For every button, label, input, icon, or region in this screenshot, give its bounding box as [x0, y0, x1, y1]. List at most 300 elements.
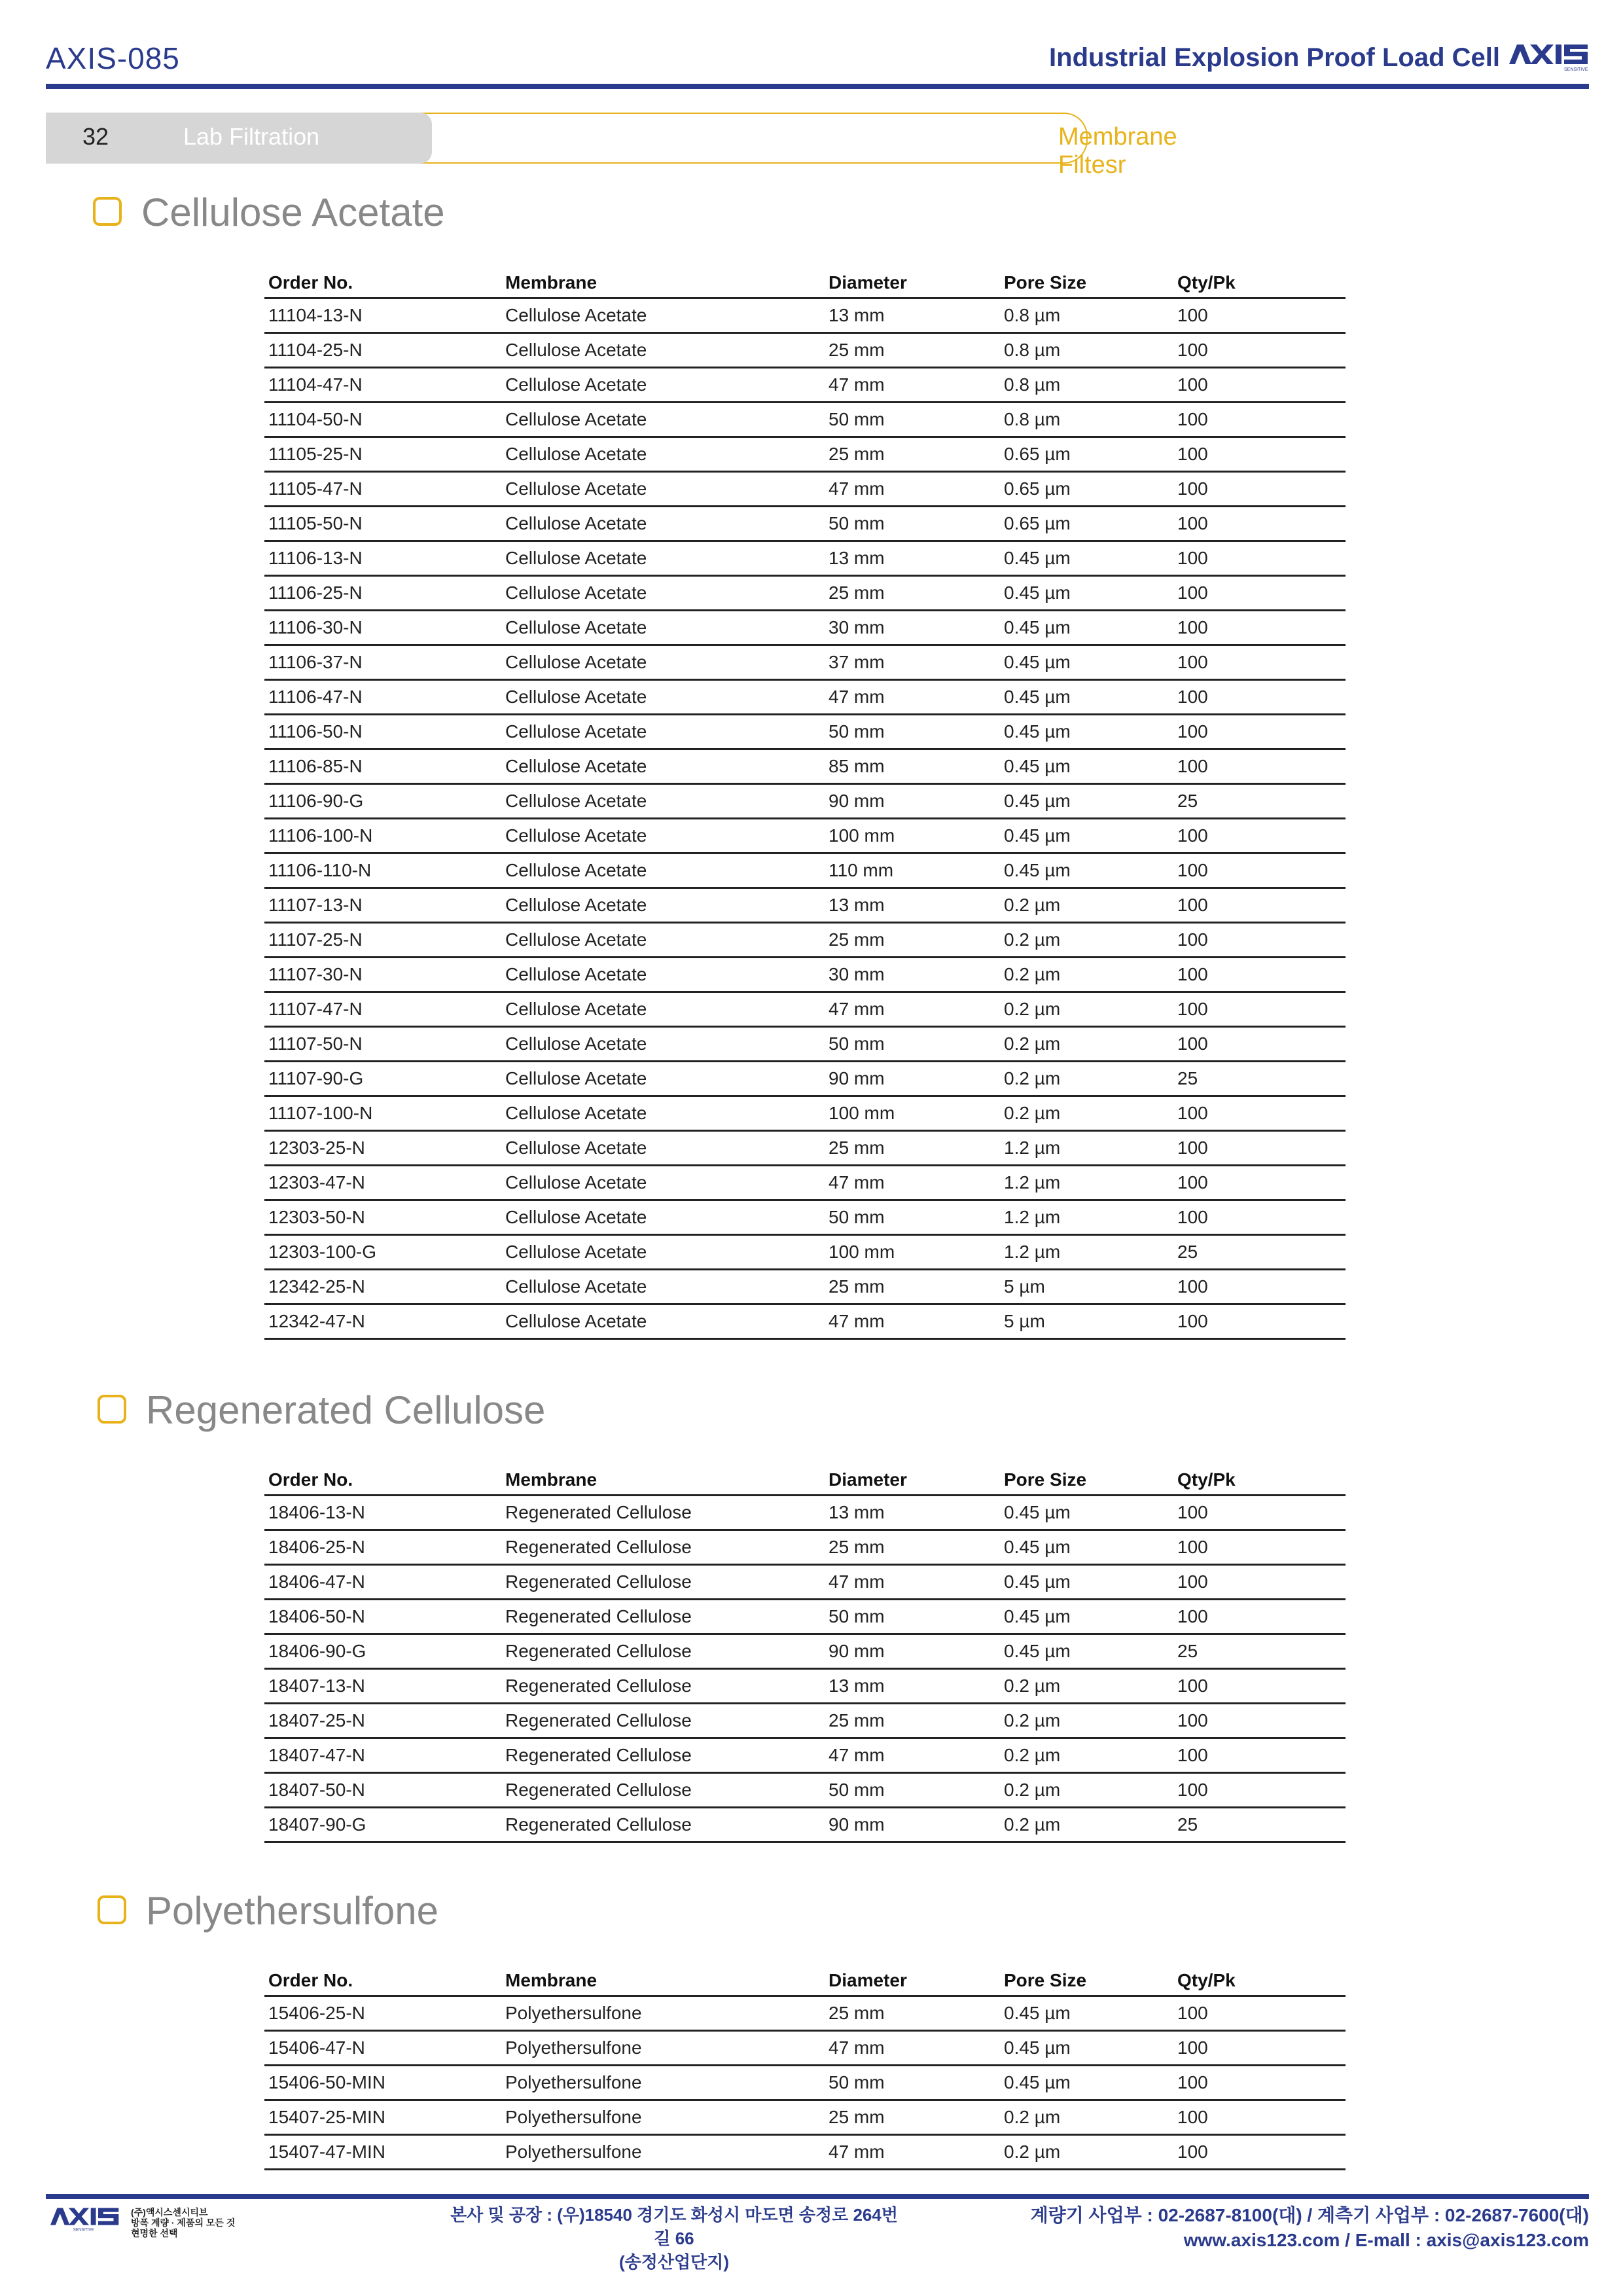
section-title-text: Cellulose Acetate: [141, 190, 445, 234]
order-no-cell: 11105-50-N: [264, 507, 501, 541]
column-header-qty: Qty/Pk: [1173, 264, 1346, 298]
diameter-cell: 90 mm: [825, 1808, 1000, 1842]
order-no-cell: 15407-25-MIN: [264, 2100, 501, 2135]
table-row: [264, 611, 1346, 645]
table-row: [264, 1565, 1346, 1600]
square-bullet-icon: [98, 1895, 126, 1924]
diameter-cell: 47 mm: [825, 2135, 1000, 2170]
diameter-cell: 50 mm: [825, 1773, 1000, 1808]
address-line: (송정산업단지): [618, 2252, 729, 2272]
diameter-cell: 100 mm: [825, 1235, 1000, 1270]
diameter-cell: 25 mm: [825, 333, 1000, 368]
section-title-text: Polyethersulfone: [146, 1889, 438, 1933]
pore-size-cell: 0.2 µm: [1000, 1027, 1173, 1062]
membrane-cell: Polyethersulfone: [501, 1996, 825, 2031]
table-row: [264, 1634, 1346, 1669]
diameter-cell: 30 mm: [825, 958, 1000, 992]
page-number: 32: [82, 123, 109, 150]
pore-size-cell: 0.45 µm: [1000, 715, 1173, 749]
footer-axis-logo: [46, 2206, 124, 2232]
qty-cell: 100: [1173, 853, 1346, 888]
diameter-cell: 47 mm: [825, 1166, 1000, 1200]
column-header-order-no: Order No.: [264, 1462, 501, 1496]
column-header-qty: Qty/Pk: [1173, 1462, 1346, 1496]
pore-size-cell: 0.2 µm: [1000, 1738, 1173, 1773]
column-header-diameter: Diameter: [825, 1962, 1000, 1996]
table-row: [264, 1704, 1346, 1738]
pore-size-cell: 0.2 µm: [1000, 1669, 1173, 1704]
table-row: [264, 541, 1346, 576]
order-no-cell: 11107-100-N: [264, 1096, 501, 1131]
qty-cell: 25: [1173, 1235, 1346, 1270]
pore-size-cell: 0.2 µm: [1000, 1096, 1173, 1131]
category-label: Lab Filtration: [183, 123, 320, 150]
qty-cell: 100: [1173, 472, 1346, 507]
company-name: (주)액시스센시티브: [131, 2207, 208, 2217]
diameter-cell: 30 mm: [825, 611, 1000, 645]
category-tabbar: [46, 113, 1177, 179]
order-no-cell: 11104-25-N: [264, 333, 501, 368]
footer-contact: [1031, 2203, 1589, 2253]
membrane-cell: Polyethersulfone: [501, 2135, 825, 2170]
diameter-cell: 100 mm: [825, 819, 1000, 853]
regenerated-cellulose-table: [264, 1462, 1346, 1843]
diameter-cell: 50 mm: [825, 1600, 1000, 1634]
pore-size-cell: 0.2 µm: [1000, 2100, 1173, 2135]
qty-cell: 100: [1173, 715, 1346, 749]
qty-cell: 100: [1173, 368, 1346, 403]
table-row: [264, 853, 1346, 888]
order-no-cell: 11104-50-N: [264, 403, 501, 437]
column-header-diameter: Diameter: [825, 1462, 1000, 1496]
qty-cell: 100: [1173, 2031, 1346, 2066]
pore-size-cell: 5 µm: [1000, 1270, 1173, 1304]
membrane-cell: Cellulose Acetate: [501, 749, 825, 784]
membrane-cell: Cellulose Acetate: [501, 611, 825, 645]
section-tab-outline: [412, 113, 1088, 164]
order-no-cell: 18407-25-N: [264, 1704, 501, 1738]
pore-size-cell: 0.65 µm: [1000, 437, 1173, 472]
order-no-cell: 12303-100-G: [264, 1235, 501, 1270]
diameter-cell: 47 mm: [825, 1738, 1000, 1773]
table-row: [264, 507, 1346, 541]
table-row: [264, 680, 1346, 715]
qty-cell: 100: [1173, 1027, 1346, 1062]
membrane-cell: Cellulose Acetate: [501, 368, 825, 403]
table-row: [264, 1200, 1346, 1235]
table-row: [264, 1304, 1346, 1339]
qty-cell: 100: [1173, 333, 1346, 368]
order-no-cell: 15407-47-MIN: [264, 2135, 501, 2170]
column-header-membrane: Membrane: [501, 1962, 825, 1996]
membrane-cell: Cellulose Acetate: [501, 784, 825, 819]
table-row: [264, 1600, 1346, 1634]
membrane-cell: Regenerated Cellulose: [501, 1704, 825, 1738]
diameter-cell: 25 mm: [825, 1270, 1000, 1304]
qty-cell: 100: [1173, 819, 1346, 853]
table-row: [264, 1062, 1346, 1096]
membrane-cell: Cellulose Acetate: [501, 298, 825, 333]
qty-cell: 100: [1173, 507, 1346, 541]
diameter-cell: 47 mm: [825, 1565, 1000, 1600]
pore-size-cell: 1.2 µm: [1000, 1200, 1173, 1235]
column-header-membrane: Membrane: [501, 1462, 825, 1496]
table-row: [264, 1738, 1346, 1773]
membrane-cell: Cellulose Acetate: [501, 853, 825, 888]
table-row: [264, 2031, 1346, 2066]
membrane-cell: Cellulose Acetate: [501, 403, 825, 437]
qty-cell: 100: [1173, 1496, 1346, 1530]
diameter-cell: 50 mm: [825, 1027, 1000, 1062]
pore-size-cell: 0.2 µm: [1000, 958, 1173, 992]
pore-size-cell: 0.45 µm: [1000, 1530, 1173, 1565]
diameter-cell: 90 mm: [825, 1634, 1000, 1669]
membrane-cell: Cellulose Acetate: [501, 1027, 825, 1062]
membrane-cell: Cellulose Acetate: [501, 1131, 825, 1166]
column-header-pore-size: Pore Size: [1000, 1962, 1173, 1996]
header-rule: [46, 84, 1589, 89]
qty-cell: 100: [1173, 403, 1346, 437]
membrane-cell: Cellulose Acetate: [501, 645, 825, 680]
pore-size-cell: 0.45 µm: [1000, 1565, 1173, 1600]
company-tagline: 방폭 계량 · 제품의 모든 것: [131, 2217, 236, 2228]
order-no-cell: 12342-47-N: [264, 1304, 501, 1339]
table-row: [264, 368, 1346, 403]
diameter-cell: 13 mm: [825, 888, 1000, 923]
qty-cell: 100: [1173, 1773, 1346, 1808]
order-no-cell: 12342-25-N: [264, 1270, 501, 1304]
table-row: [264, 298, 1346, 333]
order-no-cell: 11106-50-N: [264, 715, 501, 749]
diameter-cell: 25 mm: [825, 437, 1000, 472]
diameter-cell: 25 mm: [825, 1704, 1000, 1738]
document-title: Industrial Explosion Proof Load Cell: [1049, 43, 1500, 72]
diameter-cell: 25 mm: [825, 2100, 1000, 2135]
footer-rule: [46, 2194, 1589, 2199]
membrane-cell: Polyethersulfone: [501, 2100, 825, 2135]
column-header-qty: Qty/Pk: [1173, 1962, 1346, 1996]
pore-size-cell: 0.2 µm: [1000, 1704, 1173, 1738]
pore-size-cell: 0.45 µm: [1000, 1634, 1173, 1669]
pore-size-cell: 0.65 µm: [1000, 472, 1173, 507]
order-no-cell: 11107-90-G: [264, 1062, 501, 1096]
membrane-cell: Cellulose Acetate: [501, 1062, 825, 1096]
pore-size-cell: 0.45 µm: [1000, 819, 1173, 853]
diameter-cell: 47 mm: [825, 368, 1000, 403]
diameter-cell: 50 mm: [825, 507, 1000, 541]
diameter-cell: 50 mm: [825, 715, 1000, 749]
square-bullet-icon: [98, 1395, 126, 1424]
pore-size-cell: 0.45 µm: [1000, 541, 1173, 576]
table-row: [264, 2135, 1346, 2170]
pore-size-cell: 0.8 µm: [1000, 333, 1173, 368]
qty-cell: 100: [1173, 1530, 1346, 1565]
membrane-cell: Regenerated Cellulose: [501, 1530, 825, 1565]
qty-cell: 100: [1173, 680, 1346, 715]
qty-cell: 100: [1173, 1704, 1346, 1738]
column-header-pore-size: Pore Size: [1000, 264, 1173, 298]
table-row: [264, 888, 1346, 923]
table-row: [264, 1131, 1346, 1166]
order-no-cell: 12303-25-N: [264, 1131, 501, 1166]
diameter-cell: 47 mm: [825, 2031, 1000, 2066]
web-email-line: www.axis123.com / E-mall : axis@axis123.com: [1183, 2230, 1589, 2250]
membrane-cell: Cellulose Acetate: [501, 333, 825, 368]
qty-cell: 100: [1173, 541, 1346, 576]
pore-size-cell: 0.2 µm: [1000, 2135, 1173, 2170]
qty-cell: 100: [1173, 749, 1346, 784]
pore-size-cell: 0.45 µm: [1000, 611, 1173, 645]
membrane-cell: Cellulose Acetate: [501, 819, 825, 853]
table-row: [264, 958, 1346, 992]
membrane-cell: Regenerated Cellulose: [501, 1496, 825, 1530]
table-row: [264, 1808, 1346, 1842]
qty-cell: 100: [1173, 1096, 1346, 1131]
qty-cell: 100: [1173, 992, 1346, 1027]
phone-line: 계량기 사업부 : 02-2687-8100(대) / 계측기 사업부 : 02-2687-7600(대): [1030, 2205, 1589, 2225]
axis-logo: [1509, 42, 1589, 72]
qty-cell: 100: [1173, 1131, 1346, 1166]
pore-size-cell: 0.45 µm: [1000, 749, 1173, 784]
order-no-cell: 18407-90-G: [264, 1808, 501, 1842]
membrane-cell: Cellulose Acetate: [501, 1270, 825, 1304]
pore-size-cell: 0.45 µm: [1000, 680, 1173, 715]
membrane-cell: Cellulose Acetate: [501, 541, 825, 576]
footer-logo-subtext: SENSITIVE: [73, 2227, 94, 2232]
square-bullet-icon: [93, 197, 122, 226]
table-row: [264, 1996, 1346, 2031]
order-no-cell: 15406-47-N: [264, 2031, 501, 2066]
diameter-cell: 47 mm: [825, 680, 1000, 715]
qty-cell: 100: [1173, 888, 1346, 923]
diameter-cell: 90 mm: [825, 1062, 1000, 1096]
diameter-cell: 50 mm: [825, 1200, 1000, 1235]
qty-cell: 100: [1173, 437, 1346, 472]
section-title-cellulose-acetate: [93, 190, 445, 235]
membrane-cell: Polyethersulfone: [501, 2066, 825, 2100]
pore-size-cell: 0.45 µm: [1000, 1496, 1173, 1530]
order-no-cell: 11106-25-N: [264, 576, 501, 611]
pore-size-cell: 0.2 µm: [1000, 923, 1173, 958]
diameter-cell: 47 mm: [825, 1304, 1000, 1339]
diameter-cell: 13 mm: [825, 1496, 1000, 1530]
membrane-cell: Regenerated Cellulose: [501, 1808, 825, 1842]
pore-size-cell: 0.8 µm: [1000, 368, 1173, 403]
section-title-text: Regenerated Cellulose: [146, 1388, 546, 1432]
membrane-cell: Cellulose Acetate: [501, 992, 825, 1027]
order-no-cell: 11105-25-N: [264, 437, 501, 472]
table-row: [264, 1096, 1346, 1131]
qty-cell: 100: [1173, 2066, 1346, 2100]
qty-cell: 100: [1173, 611, 1346, 645]
table-row: [264, 1166, 1346, 1200]
qty-cell: 25: [1173, 784, 1346, 819]
membrane-cell: Regenerated Cellulose: [501, 1669, 825, 1704]
diameter-cell: 85 mm: [825, 749, 1000, 784]
order-no-cell: 11106-100-N: [264, 819, 501, 853]
diameter-cell: 25 mm: [825, 576, 1000, 611]
pore-size-cell: 5 µm: [1000, 1304, 1173, 1339]
qty-cell: 100: [1173, 1304, 1346, 1339]
table-row: [264, 1669, 1346, 1704]
order-no-cell: 11106-30-N: [264, 611, 501, 645]
table-row: [264, 333, 1346, 368]
order-no-cell: 15406-25-N: [264, 1996, 501, 2031]
pore-size-cell: 0.45 µm: [1000, 1600, 1173, 1634]
order-no-cell: 11104-47-N: [264, 368, 501, 403]
membrane-cell: Cellulose Acetate: [501, 715, 825, 749]
pore-size-cell: 0.2 µm: [1000, 1808, 1173, 1842]
cellulose-acetate-table: [264, 264, 1346, 1340]
footer-company: [131, 2207, 235, 2238]
diameter-cell: 25 mm: [825, 1996, 1000, 2031]
pore-size-cell: 0.45 µm: [1000, 576, 1173, 611]
order-no-cell: 11106-85-N: [264, 749, 501, 784]
diameter-cell: 47 mm: [825, 992, 1000, 1027]
column-header-membrane: Membrane: [501, 264, 825, 298]
diameter-cell: 13 mm: [825, 541, 1000, 576]
order-no-cell: 11106-90-G: [264, 784, 501, 819]
polyethersulfone-table: [264, 1962, 1346, 2170]
logo-subtext: SENSITIVE: [1564, 67, 1588, 72]
qty-cell: 100: [1173, 298, 1346, 333]
order-no-cell: 11106-47-N: [264, 680, 501, 715]
address-line: 본사 및 공장 : (우)18540 경기도 화성시 마도면 송정로 264번길 66: [450, 2205, 898, 2248]
order-no-cell: 11107-50-N: [264, 1027, 501, 1062]
table-row: [264, 819, 1346, 853]
membrane-cell: Cellulose Acetate: [501, 507, 825, 541]
membrane-cell: Cellulose Acetate: [501, 888, 825, 923]
diameter-cell: 50 mm: [825, 403, 1000, 437]
document-code: AXIS-085: [46, 41, 180, 75]
table-row: [264, 749, 1346, 784]
order-no-cell: 18407-50-N: [264, 1773, 501, 1808]
diameter-cell: 25 mm: [825, 923, 1000, 958]
table-row: [264, 437, 1346, 472]
membrane-cell: Regenerated Cellulose: [501, 1773, 825, 1808]
table-row: [264, 1270, 1346, 1304]
pore-size-cell: 0.2 µm: [1000, 1062, 1173, 1096]
qty-cell: 100: [1173, 645, 1346, 680]
order-no-cell: 11106-110-N: [264, 853, 501, 888]
table-row: [264, 1027, 1346, 1062]
order-no-cell: 12303-47-N: [264, 1166, 501, 1200]
order-no-cell: 11107-30-N: [264, 958, 501, 992]
diameter-cell: 25 mm: [825, 1530, 1000, 1565]
table-row: [264, 645, 1346, 680]
category-tab: [46, 113, 432, 164]
diameter-cell: 100 mm: [825, 1096, 1000, 1131]
membrane-cell: Cellulose Acetate: [501, 680, 825, 715]
diameter-cell: 13 mm: [825, 298, 1000, 333]
diameter-cell: 90 mm: [825, 784, 1000, 819]
order-no-cell: 11107-47-N: [264, 992, 501, 1027]
table-row: [264, 784, 1346, 819]
qty-cell: 25: [1173, 1634, 1346, 1669]
column-header-order-no: Order No.: [264, 1962, 501, 1996]
order-no-cell: 18406-47-N: [264, 1565, 501, 1600]
pore-size-cell: 0.65 µm: [1000, 507, 1173, 541]
membrane-cell: Regenerated Cellulose: [501, 1565, 825, 1600]
order-no-cell: 11107-25-N: [264, 923, 501, 958]
order-no-cell: 18406-90-G: [264, 1634, 501, 1669]
order-no-cell: 12303-50-N: [264, 1200, 501, 1235]
pore-size-cell: 1.2 µm: [1000, 1131, 1173, 1166]
table-row: [264, 715, 1346, 749]
pore-size-cell: 0.45 µm: [1000, 2066, 1173, 2100]
table-header-row: [264, 1462, 1346, 1496]
diameter-cell: 13 mm: [825, 1669, 1000, 1704]
column-header-order-no: Order No.: [264, 264, 501, 298]
membrane-cell: Regenerated Cellulose: [501, 1600, 825, 1634]
membrane-cell: Cellulose Acetate: [501, 1096, 825, 1131]
diameter-cell: 25 mm: [825, 1131, 1000, 1166]
table-row: [264, 1235, 1346, 1270]
section-title-polyethersulfone: [98, 1888, 438, 1933]
membrane-cell: Cellulose Acetate: [501, 1235, 825, 1270]
membrane-cell: Cellulose Acetate: [501, 472, 825, 507]
membrane-cell: Cellulose Acetate: [501, 1166, 825, 1200]
company-tagline: 현명한 선택: [131, 2228, 178, 2238]
membrane-cell: Cellulose Acetate: [501, 923, 825, 958]
pore-size-cell: 1.2 µm: [1000, 1235, 1173, 1270]
order-no-cell: 11106-13-N: [264, 541, 501, 576]
table-row: [264, 576, 1346, 611]
qty-cell: 100: [1173, 923, 1346, 958]
order-no-cell: 18407-13-N: [264, 1669, 501, 1704]
membrane-cell: Polyethersulfone: [501, 2031, 825, 2066]
membrane-cell: Cellulose Acetate: [501, 437, 825, 472]
qty-cell: 100: [1173, 1738, 1346, 1773]
table-row: [264, 1530, 1346, 1565]
qty-cell: 100: [1173, 1200, 1346, 1235]
qty-cell: 100: [1173, 1669, 1346, 1704]
qty-cell: 100: [1173, 958, 1346, 992]
qty-cell: 100: [1173, 1600, 1346, 1634]
table-row: [264, 472, 1346, 507]
pore-size-cell: 0.45 µm: [1000, 784, 1173, 819]
section-title-regenerated-cellulose: [98, 1388, 545, 1433]
order-no-cell: 18407-47-N: [264, 1738, 501, 1773]
order-no-cell: 11106-37-N: [264, 645, 501, 680]
pore-size-cell: 0.45 µm: [1000, 853, 1173, 888]
table-header-row: [264, 264, 1346, 298]
diameter-cell: 37 mm: [825, 645, 1000, 680]
qty-cell: 100: [1173, 1270, 1346, 1304]
table-row: [264, 1496, 1346, 1530]
pore-size-cell: 0.45 µm: [1000, 2031, 1173, 2066]
pore-size-cell: 1.2 µm: [1000, 1166, 1173, 1200]
pore-size-cell: 0.2 µm: [1000, 992, 1173, 1027]
membrane-cell: Regenerated Cellulose: [501, 1738, 825, 1773]
qty-cell: 100: [1173, 1166, 1346, 1200]
order-no-cell: 18406-13-N: [264, 1496, 501, 1530]
membrane-cell: Cellulose Acetate: [501, 1304, 825, 1339]
membrane-cell: Regenerated Cellulose: [501, 1634, 825, 1669]
diameter-cell: 50 mm: [825, 2066, 1000, 2100]
pore-size-cell: 0.8 µm: [1000, 298, 1173, 333]
order-no-cell: 11105-47-N: [264, 472, 501, 507]
table-row: [264, 992, 1346, 1027]
pore-size-cell: 0.8 µm: [1000, 403, 1173, 437]
section-label: Membrane Filtesr: [1058, 123, 1177, 179]
column-header-diameter: Diameter: [825, 264, 1000, 298]
pore-size-cell: 0.2 µm: [1000, 888, 1173, 923]
order-no-cell: 11104-13-N: [264, 298, 501, 333]
table-row: [264, 1773, 1346, 1808]
table-row: [264, 2100, 1346, 2135]
qty-cell: 100: [1173, 2100, 1346, 2135]
